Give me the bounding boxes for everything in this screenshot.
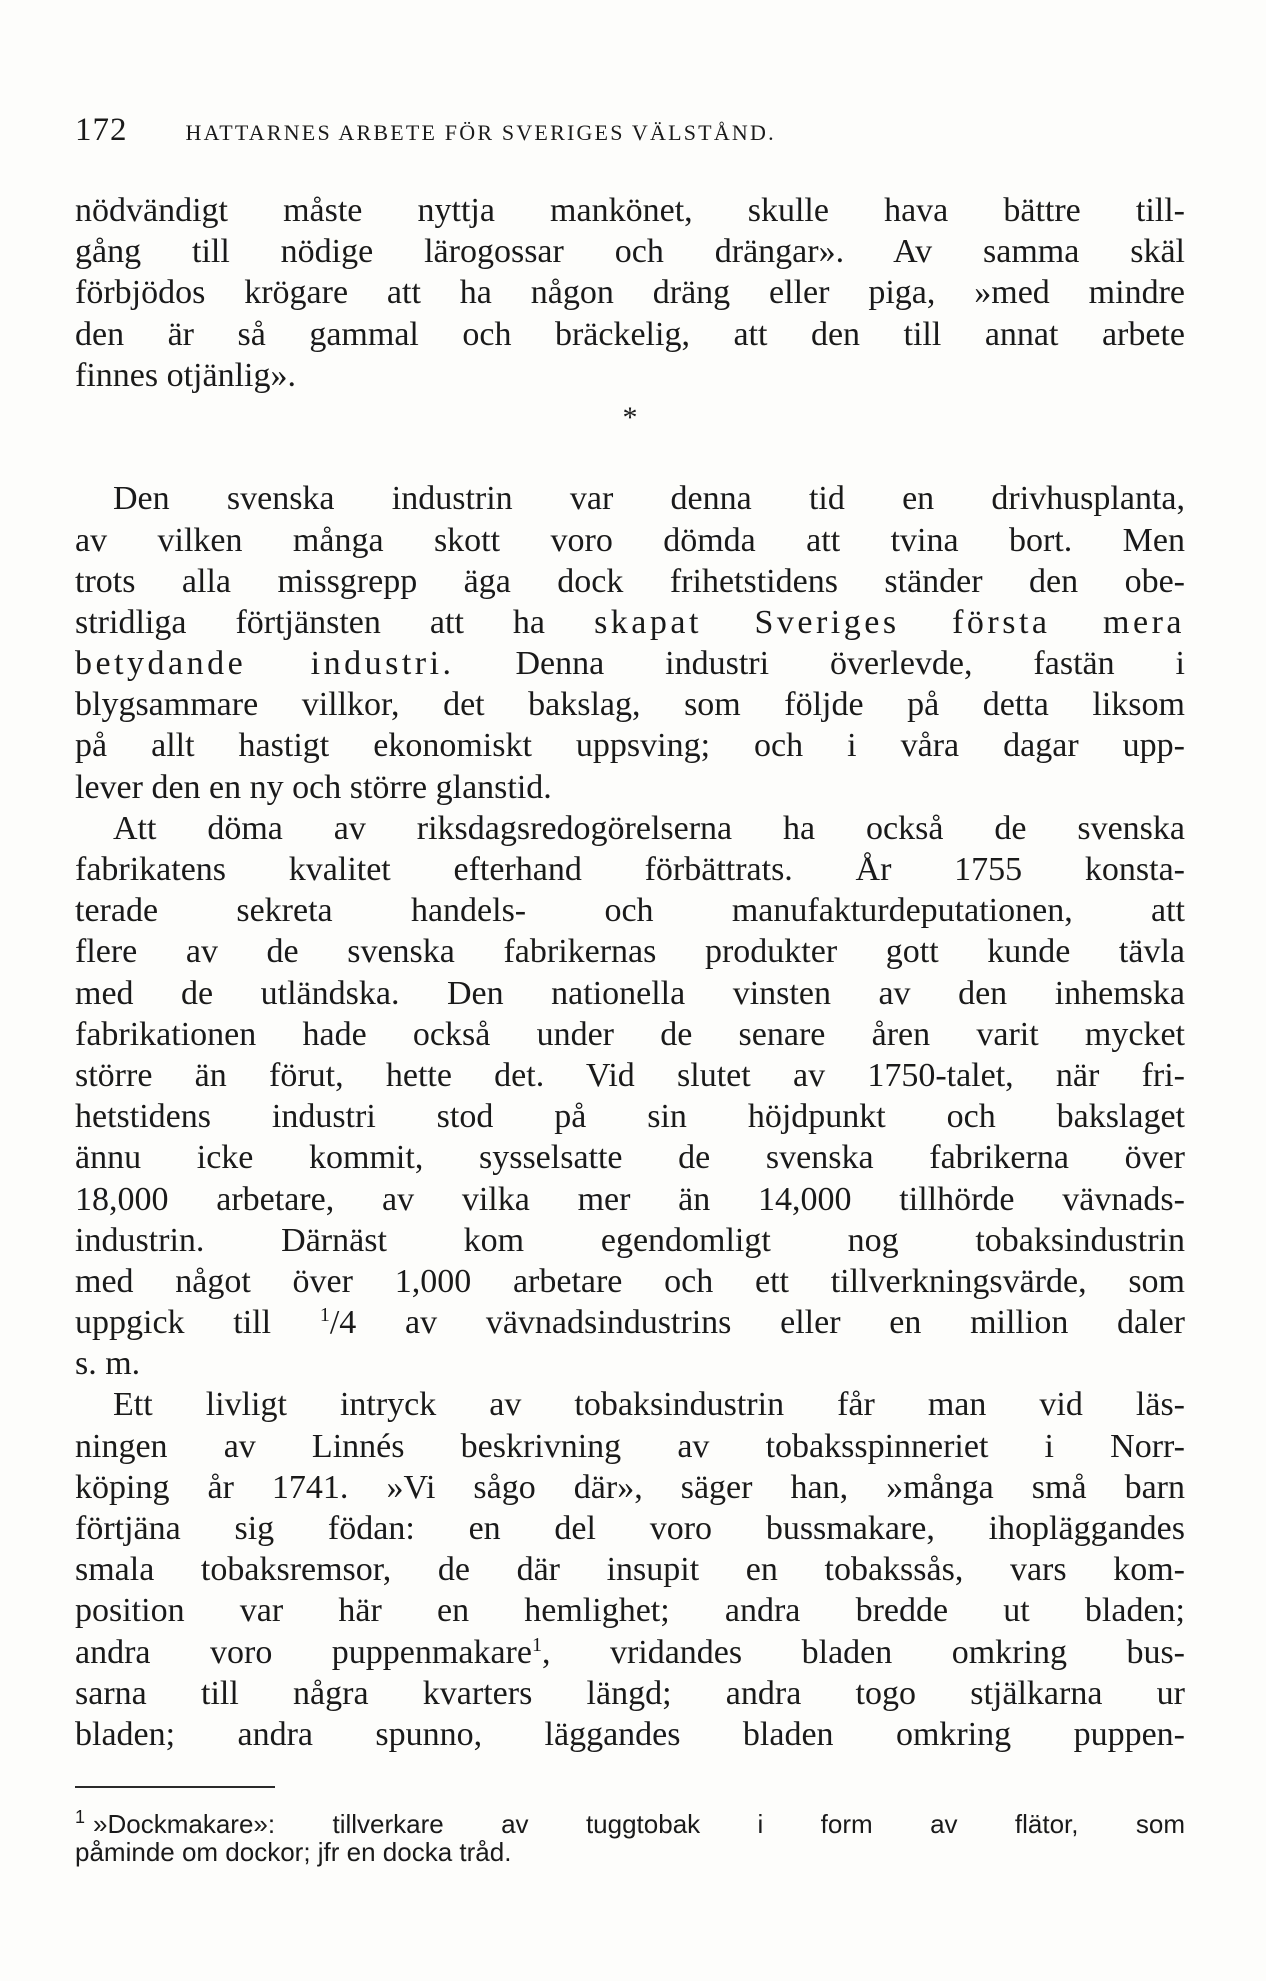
- page-header: [75, 112, 1185, 149]
- footnote-divider: [75, 1786, 275, 1788]
- text-line: av vilken många skott voro dömda att tvina bort. Men: [75, 521, 1185, 559]
- blank-line: [75, 437, 1185, 478]
- text-run: Denna industri överlevde, fastän i: [454, 645, 1185, 683]
- text-line: finnes otjänlig».: [75, 356, 296, 394]
- text-line: på allt hastigt ekonomiskt uppsving; och i våra dagar upp-: [75, 727, 1185, 765]
- text-line: ännu icke kommit, sysselsatte de svenska fabrikerna över: [75, 1139, 1185, 1177]
- footnote: [75, 1800, 1185, 1870]
- text-line: köping år 1741. »Vi sågo där», säger han, »många små barn: [75, 1468, 1185, 1506]
- text-line: sarna till några kvarters längd; andra togo stjälkarna ur: [75, 1674, 1185, 1712]
- text-line: smala tobaksremsor, de där insupit en tobakssås, vars kom-: [75, 1551, 1185, 1589]
- body-text: [75, 190, 1185, 1755]
- footnote-text: »Dockmakare»: tillverkare av tuggtobak i form av flätor, som: [93, 1809, 1185, 1839]
- text-line: position var här en hemlighet; andra bredde ut bladen;: [75, 1592, 1185, 1630]
- fraction-numerator: 1: [319, 1304, 330, 1327]
- text-line: [75, 1302, 1185, 1343]
- footnote-line: påminde om dockor; jfr en docka tråd.: [75, 1837, 512, 1867]
- text-line: blygsammare villkor, det bakslag, som följde på detta liksom: [75, 686, 1185, 724]
- text-line: bladen; andra spunno, läggandes bladen omkring puppen-: [75, 1715, 1185, 1753]
- text-line: 18,000 arbetare, av vilka mer än 14,000 tillhörde vävnads-: [75, 1180, 1185, 1218]
- text-line: fabrikationen hade också under de senare åren varit mycket: [75, 1015, 1185, 1053]
- text-line: Den svenska industrin var denna tid en drivhusplanta,: [113, 480, 1185, 518]
- footnote-line: [75, 1800, 1185, 1839]
- text-line: den är så gammal och bräckelig, att den till annat arbete: [75, 315, 1185, 353]
- text-line: [75, 1632, 1185, 1673]
- text-line: Ett livligt intryck av tobaksindustrin får man vid läs-: [113, 1386, 1185, 1424]
- text-line: gång till nödige lärogossar och drängar». Av samma skäl: [75, 233, 1185, 271]
- text-line: med något över 1,000 arbetare och ett tillverkningsvärde, som: [75, 1262, 1185, 1300]
- text-line: lever den en ny och större glanstid.: [75, 768, 552, 806]
- text-run: av vävnadsindustrins eller en million daler: [356, 1304, 1186, 1342]
- section-asterisk: *: [622, 400, 638, 434]
- text-line: förbjödos krögare att ha någon dräng eller piga, »med mindre: [75, 274, 1185, 312]
- text-line: hetstidens industri stod på sin höjdpunkt och bakslaget: [75, 1098, 1185, 1136]
- text-line: Att döma av riksdagsredogörelserna ha också de svenska: [113, 809, 1185, 847]
- text-line: ningen av Linnés beskrivning av tobaksspinneriet i Norr-: [75, 1427, 1185, 1465]
- text-run: stridliga förtjänsten att ha: [75, 603, 546, 641]
- text-run: uppgick till: [75, 1304, 320, 1342]
- emphasis-text: betydande industri.: [75, 645, 455, 683]
- text-line: terade sekreta handels- och manufakturdeputationen, att: [75, 892, 1185, 930]
- footnote-marker: 1: [75, 1807, 86, 1827]
- text-line: [75, 602, 1185, 643]
- text-line: flere av de svenska fabrikernas produkter gott kunde tävla: [75, 933, 1185, 971]
- text-run: andra voro puppenmakare: [75, 1633, 532, 1671]
- text-line: med de utländska. Den nationella vinsten av den inhemska: [75, 974, 1185, 1012]
- footnote-reference: 1: [531, 1633, 542, 1656]
- emphasis-text: skapat Sveriges första mera: [594, 603, 1185, 641]
- text-line: förtjäna sig födan: en del voro bussmakare, ihopläggandes: [75, 1510, 1185, 1547]
- text-line: trots alla missgrepp äga dock frihetstidens ständer den obe-: [75, 562, 1185, 600]
- text-line: fabrikatens kvalitet efterhand förbättrats. År 1755 konsta-: [75, 851, 1185, 888]
- page-number: 172: [75, 112, 128, 148]
- text-line: nödvändigt måste nyttja mankönet, skulle hava bättre till-: [75, 192, 1185, 229]
- text-line: s. m.: [75, 1345, 141, 1383]
- running-title: HATTARNES ARBETE FÖR SVERIGES VÄLSTÅND.: [185, 120, 776, 145]
- fraction-denominator: /4: [329, 1304, 357, 1342]
- text-run: , vridandes bladen omkring bus-: [541, 1633, 1185, 1671]
- section-break: [75, 396, 1185, 437]
- text-line: industrin. Därnäst kom egendomligt nog tobaksindustrin: [75, 1221, 1185, 1259]
- text-line: större än förut, hette det. Vid slutet av 1750-talet, när fri-: [75, 1056, 1185, 1094]
- text-line: [75, 643, 1185, 684]
